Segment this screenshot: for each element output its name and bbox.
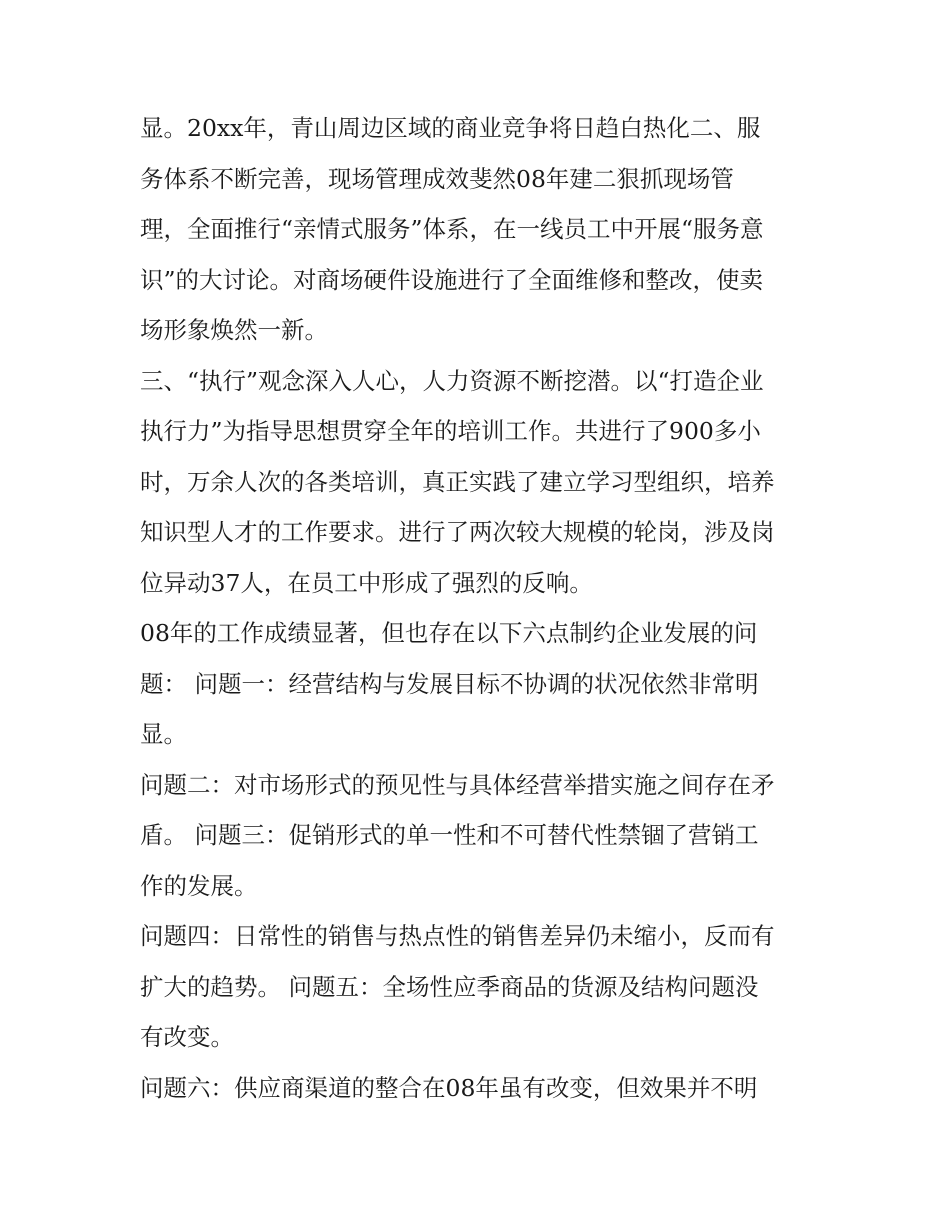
- text-line: 显。20xx年，青山周边区域的商业竞争将日趋白热化二、服: [140, 114, 761, 142]
- text-line: 识”的大讨论。对商场硬件设施进行了全面维修和整改，使卖: [140, 265, 764, 294]
- text-line: 显。: [140, 720, 187, 748]
- text-line: 知识型人才的工作要求。进行了两次较大规模的轮岗，涉及岗: [140, 518, 775, 546]
- text-line: 题： 问题一：经营结构与发展目标不协调的状况依然非常明: [140, 669, 759, 698]
- body-text: [140, 103, 820, 1113]
- text-line: 盾。 问题三：促销形式的单一性和不可替代性禁锢了营销工: [140, 821, 759, 849]
- text-line: 场形象焕然一新。: [140, 316, 328, 344]
- text-line: 扩大的趋势。 问题五：全场性应季商品的货源及结构问题没: [140, 972, 759, 1001]
- text-line: 有改变。: [140, 1023, 234, 1051]
- text-line: 问题二：对市场形式的预见性与具体经营举措实施之间存在矛: [140, 770, 775, 799]
- text-line: 时，万余人次的各类培训，真正实践了建立学习型组织，培养: [140, 467, 775, 496]
- text-line: 理，全面推行“亲情式服务”体系，在一线员工中开展“服务意: [140, 215, 764, 243]
- text-line: 作的发展。: [140, 871, 258, 900]
- text-line: 三、“执行”观念深入人心，人力资源不断挖潜。以“打造企业: [140, 366, 764, 395]
- text-line: 务体系不断完善，现场管理成效斐然08年建二狠抓现场管: [140, 164, 734, 193]
- text-line: 问题四：日常性的销售与热点性的销售差异仍未缩小，反而有: [140, 922, 775, 950]
- text-line: 位异动37人，在员工中形成了强烈的反响。: [140, 568, 593, 597]
- text-line: 执行力”为指导思想贯穿全年的培训工作。共进行了900多小: [140, 417, 761, 445]
- text-line: 问题六：供应商渠道的整合在08年虽有改变，但效果并不明: [140, 1073, 758, 1102]
- text-line: 08年的工作成绩显著，但也存在以下六点制约企业发展的问: [140, 619, 758, 647]
